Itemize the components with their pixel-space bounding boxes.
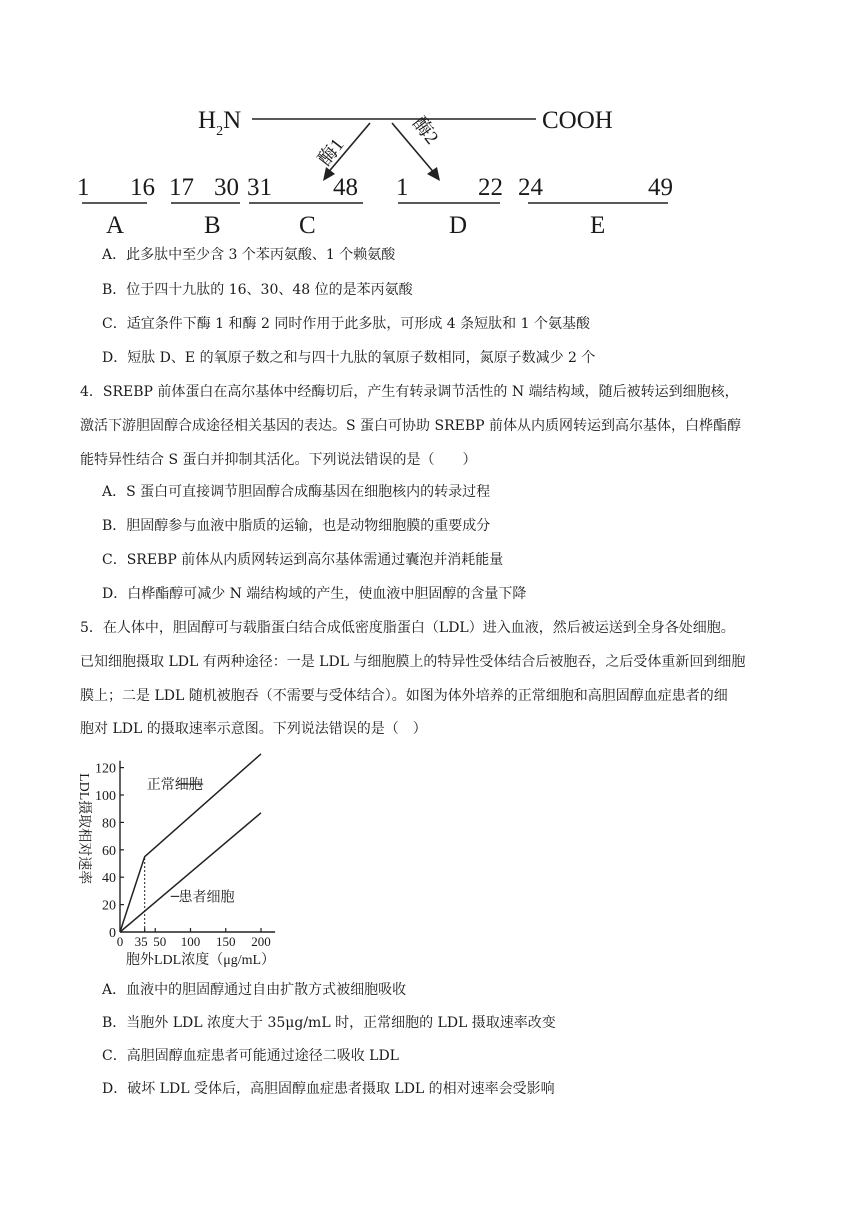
x-tick-label-4: 150	[216, 934, 236, 949]
q4-option-b: B．胆固醇参与血液中脂质的运输，也是动物细胞膜的重要成分	[102, 518, 491, 534]
segment-d-label: D	[449, 212, 468, 239]
y-tick-label-5: 100	[95, 789, 116, 804]
series-line-1	[120, 813, 261, 932]
enzyme1-label: 酶1	[314, 134, 349, 171]
q5-stem-line-4: 胞对 LDL 的摄取速率示意图。下列说法错误的是（ ）	[80, 721, 427, 737]
enzyme2-label: 酶2	[408, 113, 443, 149]
y-tick-label-2: 40	[102, 871, 116, 887]
q4-option-a: A．S 蛋白可直接调节胆固醇合成酶基因在细胞核内的转录过程	[102, 484, 491, 500]
q3-option-d: D．短肽 D、E 的氧原子数之和与四十九肽的氧原子数相同，氮原子数减少 2 个	[102, 350, 596, 366]
peptide-diagram	[0, 95, 860, 245]
q5-option-b: B．当胞外 LDL 浓度大于 35μg/mL 时，正常细胞的 LDL 摄取速率改变	[102, 1015, 556, 1031]
q4-option-d: D．白桦酯醇可减少 N 端结构域的产生，使血液中胆固醇的含量下降	[102, 586, 527, 602]
segment-a-end: 16	[130, 174, 155, 201]
segment-b-end: 30	[214, 174, 239, 201]
q5-stem-line-3: 膜上；二是 LDL 随机被胞吞（不需要与受体结合）。如图为体外培养的正常细胞和高胆固醇血症患者的细	[80, 688, 728, 704]
q5-option-a: A．血液中的胆固醇通过自由扩散方式被细胞吸收	[102, 982, 407, 998]
y-tick-label-6: 120	[95, 761, 116, 777]
q4-option-c: C．SREBP 前体从内质网转运到高尔基体需通过囊泡并消耗能量	[102, 552, 504, 568]
q3-option-b: B．位于四十九肽的 16、30、48 位的是苯丙氨酸	[102, 282, 413, 298]
ldl-uptake-chart	[70, 748, 310, 970]
segment-c-start: 31	[247, 174, 272, 201]
q4-stem-line-3: 能特异性结合 S 蛋白并抑制其活化。下列说法错误的是（ ）	[80, 452, 477, 468]
q4-stem-line-2: 激活下游胆固醇合成途径相关基因的表达。S 蛋白可协助 SREBP 前体从内质网转运到高尔基体，白桦酯醇	[80, 418, 741, 434]
segment-d-end: 22	[478, 174, 503, 201]
segment-d-start: 1	[396, 174, 409, 201]
x-axis-label: 胞外LDL浓度（μg/mL）	[126, 953, 276, 968]
y-axis-label: LDL摄取相对速率	[76, 773, 91, 885]
y-tick-label-3: 60	[102, 843, 116, 859]
segment-c-label: C	[299, 212, 316, 239]
x-tick-label-2: 50	[153, 934, 167, 949]
segment-e-end: 49	[648, 174, 673, 201]
segment-b-start: 17	[169, 174, 194, 201]
q5-option-c: C．高胆固醇血症患者可能通过途径二吸收 LDL	[102, 1048, 399, 1064]
enzyme2-arrowhead	[427, 167, 440, 181]
y-tick-label-1: 20	[102, 898, 116, 914]
q5-stem-line-1: 5．在人体中，胆固醇可与载脂蛋白结合成低密度脂蛋白（LDL）进入血液，然后被运送到全身各处细胞。	[80, 620, 735, 636]
q3-option-a: A．此多肽中至少含 3 个苯丙氨酸、1 个赖氨酸	[102, 247, 396, 263]
x-tick-label-0: 0	[116, 934, 124, 949]
x-tick-label-5: 200	[251, 934, 271, 949]
q5-option-d: D．破坏 LDL 受体后，高胆固醇血症患者摄取 LDL 的相对速率会受影响	[102, 1081, 555, 1097]
segment-a-label: A	[106, 212, 125, 239]
series-label-0: 正常细胞	[146, 778, 203, 794]
q3-option-c: C．适宜条件下酶 1 和酶 2 同时作用于此多肽，可形成 4 条短肽和 1 个氨基酸	[102, 316, 590, 332]
segment-e-label: E	[590, 212, 606, 239]
y-tick-label-4: 80	[102, 816, 116, 832]
y-tick-label-0: 0	[109, 926, 116, 941]
x-tick-label-1: 35	[134, 934, 148, 949]
segment-a-start: 1	[77, 174, 90, 201]
c-terminus-label: COOH	[542, 107, 613, 134]
segment-b-label: B	[204, 212, 221, 239]
segment-c-end: 48	[333, 174, 358, 201]
q4-stem-line-1: 4．SREBP 前体蛋白在高尔基体中经酶切后，产生有转录调节活性的 N 端结构域，随后被转运到细胞核，	[80, 384, 739, 400]
segment-e-start: 24	[518, 174, 543, 201]
series-label-1: 患者细胞	[178, 890, 235, 906]
n-terminus-label: $H_2N$	[198, 107, 242, 139]
q5-stem-line-2: 已知细胞摄取 LDL 有两种途径：一是 LDL 与细胞膜上的特异性受体结合后被胞吞，之后受体重新回到细胞	[80, 654, 746, 670]
x-tick-label-3: 100	[180, 934, 201, 949]
